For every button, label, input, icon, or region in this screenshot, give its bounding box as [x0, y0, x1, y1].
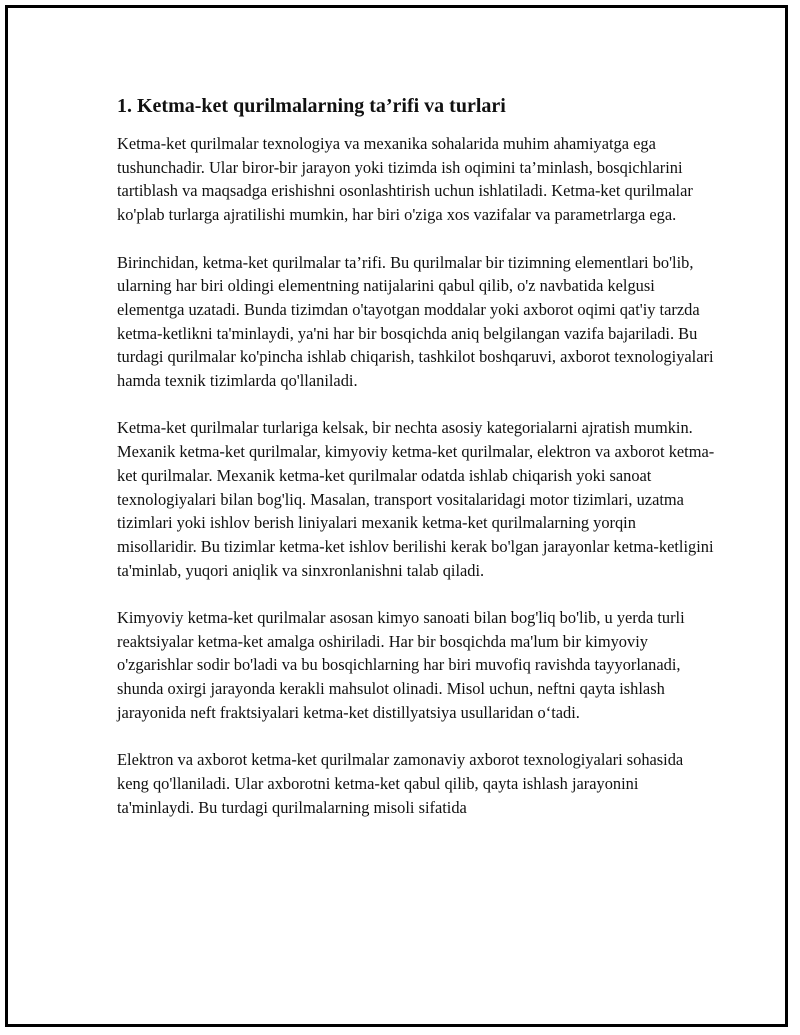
paragraph-intro: Ketma-ket qurilmalar texnologiya va mexanika sohalarida muhim ahamiyatga ega tushunchadir. Ular biror-bir jarayon yoki tizimda ish oqimini ta’minlash, bosqichlarini tartiblash va maqsadga erishishni osonlashtirish uchun ishlatiladi. Ketma-ket qurilmalar ko'plab turlarga ajratilishi mumkin, har biri o'ziga xos vazifalar va parametrlarga ega.	[117, 134, 693, 225]
paragraph-types: Ketma-ket qurilmalar turlariga kelsak, bir nechta asosiy kategorialarni ajratish mumkin. Mexanik ketma-ket qurilmalar, kimyoviy ketma-ket qurilmalar, elektron va axborot ketma-ket qurilmalar. Mexanik ketma-ket qurilmalar odatda ishlab chiqarish yoki sanoat texnologiyalari bilan bog'liq. Masalan, transport vositalaridagi motor tizimlari, uzatma tizimlari yoki ishlov berish liniyalari mexanik ketma-ket qurilmalarning yorqin misollaridir. Bu tizimlar ketma-ket ishlov berilishi kerak bo'lgan jarayonlar ketma-ketligini ta'minlab, yuqori aniqlik va sinxronlanishni talab qiladi.	[117, 418, 715, 580]
section-heading: 1. Ketma-ket qurilmalarning ta’rifi va turlari	[117, 95, 506, 117]
paragraph-definition: Birinchidan, ketma-ket qurilmalar ta’rifi. Bu qurilmalar bir tizimning elementlari bo'lib, ularning har biri oldingi elementning natijalarini qabul qilib, o'z navbatida kelgusi elementga uzatadi. Bunda tizimdan o'tayotgan moddalar yoki axborot oqimi qat'iy tarzda ketma-ketlikni ta'minlaydi, ya'ni har bir bosqichda aniq belgilangan vazifa bajariladi. Bu turdagi qurilmalar ko'pincha ishlab chiqarish, tashkilot boshqaruvi, axborot texnologiyalari hamda texnik tizimlarda qo'llaniladi.	[117, 252, 714, 391]
document-body	[117, 92, 717, 843]
paragraph-chemical: Kimyoviy ketma-ket qurilmalar asosan kimyo sanoati bilan bog'liq bo'lib, u yerda turli reaktsiyalar ketma-ket amalga oshiriladi. Har bir bosqichda ma'lum bir kimyoviy o'zgarishlar sodir bo'ladi va bu bosqichlarning har biri muvofiq ravishda tayyorlanadi, shunda oxirgi jarayonda kerakli mahsulot olinadi. Misol uchun, neftni qayta ishlash jarayonida neft fraktsiyalari ketma-ket distillyatsiya usullaridan o‘tadi.	[117, 608, 685, 722]
paragraph-electronic: Elektron va axborot ketma-ket qurilmalar zamonaviy axborot texnologiyalari sohasida keng qo'llaniladi. Ular axborotni ketma-ket qabul qilib, qayta ishlash jarayonini ta'minlaydi. Bu turdagi qurilmalarning misoli sifatida	[117, 750, 684, 817]
